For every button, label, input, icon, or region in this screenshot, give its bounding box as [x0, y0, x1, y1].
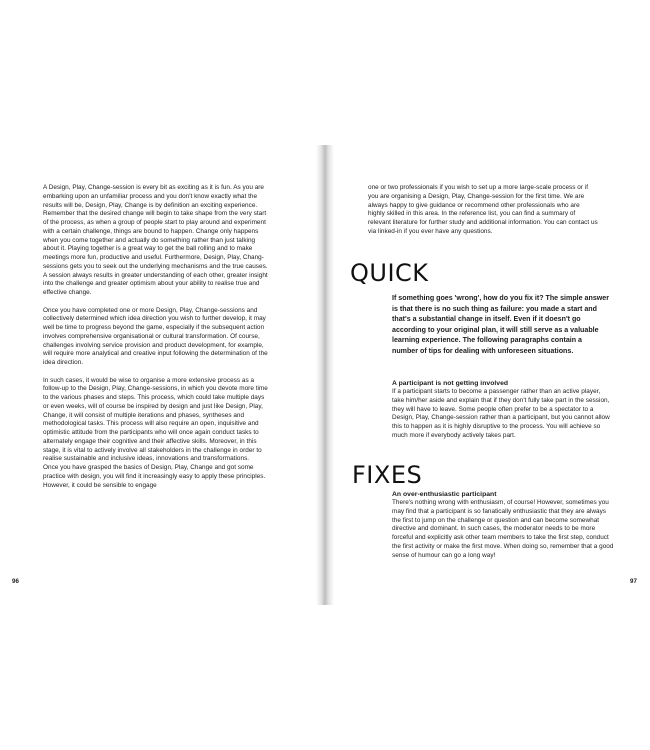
left-paragraph-4: Once you have grasped the basics of Design, Play, Change and got some practice with design, you will find it increasingly easy to apply these principles. However, it could be sensible to engage: [43, 464, 266, 489]
left-paragraph-2: Once you have completed one or more Design, Play, Change-sessions and collectively determined which idea direction you wish to further develop, it may well be time to progress beyond the game, especially if the subsequent action involves comprehensive organisational or cultural transformation. Of course, challenges involving service provision and product development, for example, will require more analytical and creative input following the determination of the idea direction.: [43, 306, 268, 366]
fix-block-over-enthusiastic: [392, 490, 614, 560]
quick-fixes-intro: If something goes 'wrong', how do you fix it? The simple answer is that there is no such thing as failure: you made a start and that's a substantial change in itself. Even if it doesn't go according to your original plan, it will still serve as a valuable learning experience. The following paragraphs contain a number of tips for dealing with unforeseen situations.: [392, 294, 609, 355]
section-heading-quick: QUICK: [350, 259, 429, 287]
page-number-right: 97: [630, 578, 637, 585]
right-page: [330, 0, 650, 750]
book-gutter: [316, 145, 334, 605]
fix-body-not-involved: If a participant starts to become a passenger rather than an active player, take him/her aside and explain that if they don't fully take part in the session, they will have to leave. Some people often prefer to be a spectator to a Design, Play, Change-session rather than a participant, but you cannot allow this to happen as it is highly disruptive to the process. You will achieve so much more if everybody actively takes part.: [392, 388, 610, 439]
fix-title-not-involved: A participant is not getting involved: [392, 380, 509, 387]
fix-title-over-enthusiastic: An over-enthusiastic participant: [392, 491, 497, 498]
left-page-body: [43, 184, 268, 490]
section-heading-fixes: FIXES: [352, 461, 423, 489]
fix-block-not-involved: [392, 379, 614, 441]
page-number-left: 96: [12, 578, 19, 585]
left-paragraph-1: A Design, Play, Change-session is every bit as exciting as it is fun. As you are embarking upon an unfamiliar process and you don't know exactly what the results will be, Design, Play, Change is by definition an exciting experience. Remember that the desired change will begin to take shape from the very start of the process, as when a group of people start to play around and experiment with a certain challenge, things are bound to happen. Change only happens when you come together and actually do something rather than just talking about it. Playing together is a great way to get the ball rolling and to make meetings more fun, productive and useful. Furthermore, Design, Play, Chang-sessions gets you to seek out the underlying mechanisms and the true causes. A session always results in greater understanding of each other, greater insight into the challenge and greater optimism about your ability to realise true and effective change.: [43, 184, 268, 296]
fix-body-over-enthusiastic: There's nothing wrong with enthusiasm, of course! However, sometimes you may find that a participant is so fanatically enthusiastic that they are always the first to jump on the challenge or question and can become somewhat directive and dominant. In such cases, the moderator needs to be more forceful and explicitly ask other team members to take the first step, conduct the first activity or make the first move. When doing so, remember that a good sense of humour can go a long way!: [392, 499, 614, 559]
right-page-continuation: one or two professionals if you wish to set up a more large-scale process or if you are organising a Design, Play, Change-session for the first time. We are always happy to give guidance or recommend other professionals who are highly skilled in this area. In the reference list, you can find a summary of relevant literature for further study and additional information. You can contact us via linked-in if you ever have any questions.: [368, 184, 598, 235]
left-paragraph-3: In such cases, it would be wise to organise a more extensive process as a follow-up to the Design, Play, Change-sessions, in which you devote more time to the various phases and steps. This process, which could take multiple days or even weeks, will of course be inspired by design and just like Design, Play, Change, it will consist of multiple iterations and phases, syntheses and methodological tasks. This process will also require an open, inquisitive and optimistic attitude from the participants who will once again conduct tasks to alternately engage their cognitive and their affective skills. Moreover, in this stage, it is vital to actively involve all stakeholders in the challenge in order to realise sustainable and inclusive ideas, innovations and transformations.: [43, 376, 268, 463]
